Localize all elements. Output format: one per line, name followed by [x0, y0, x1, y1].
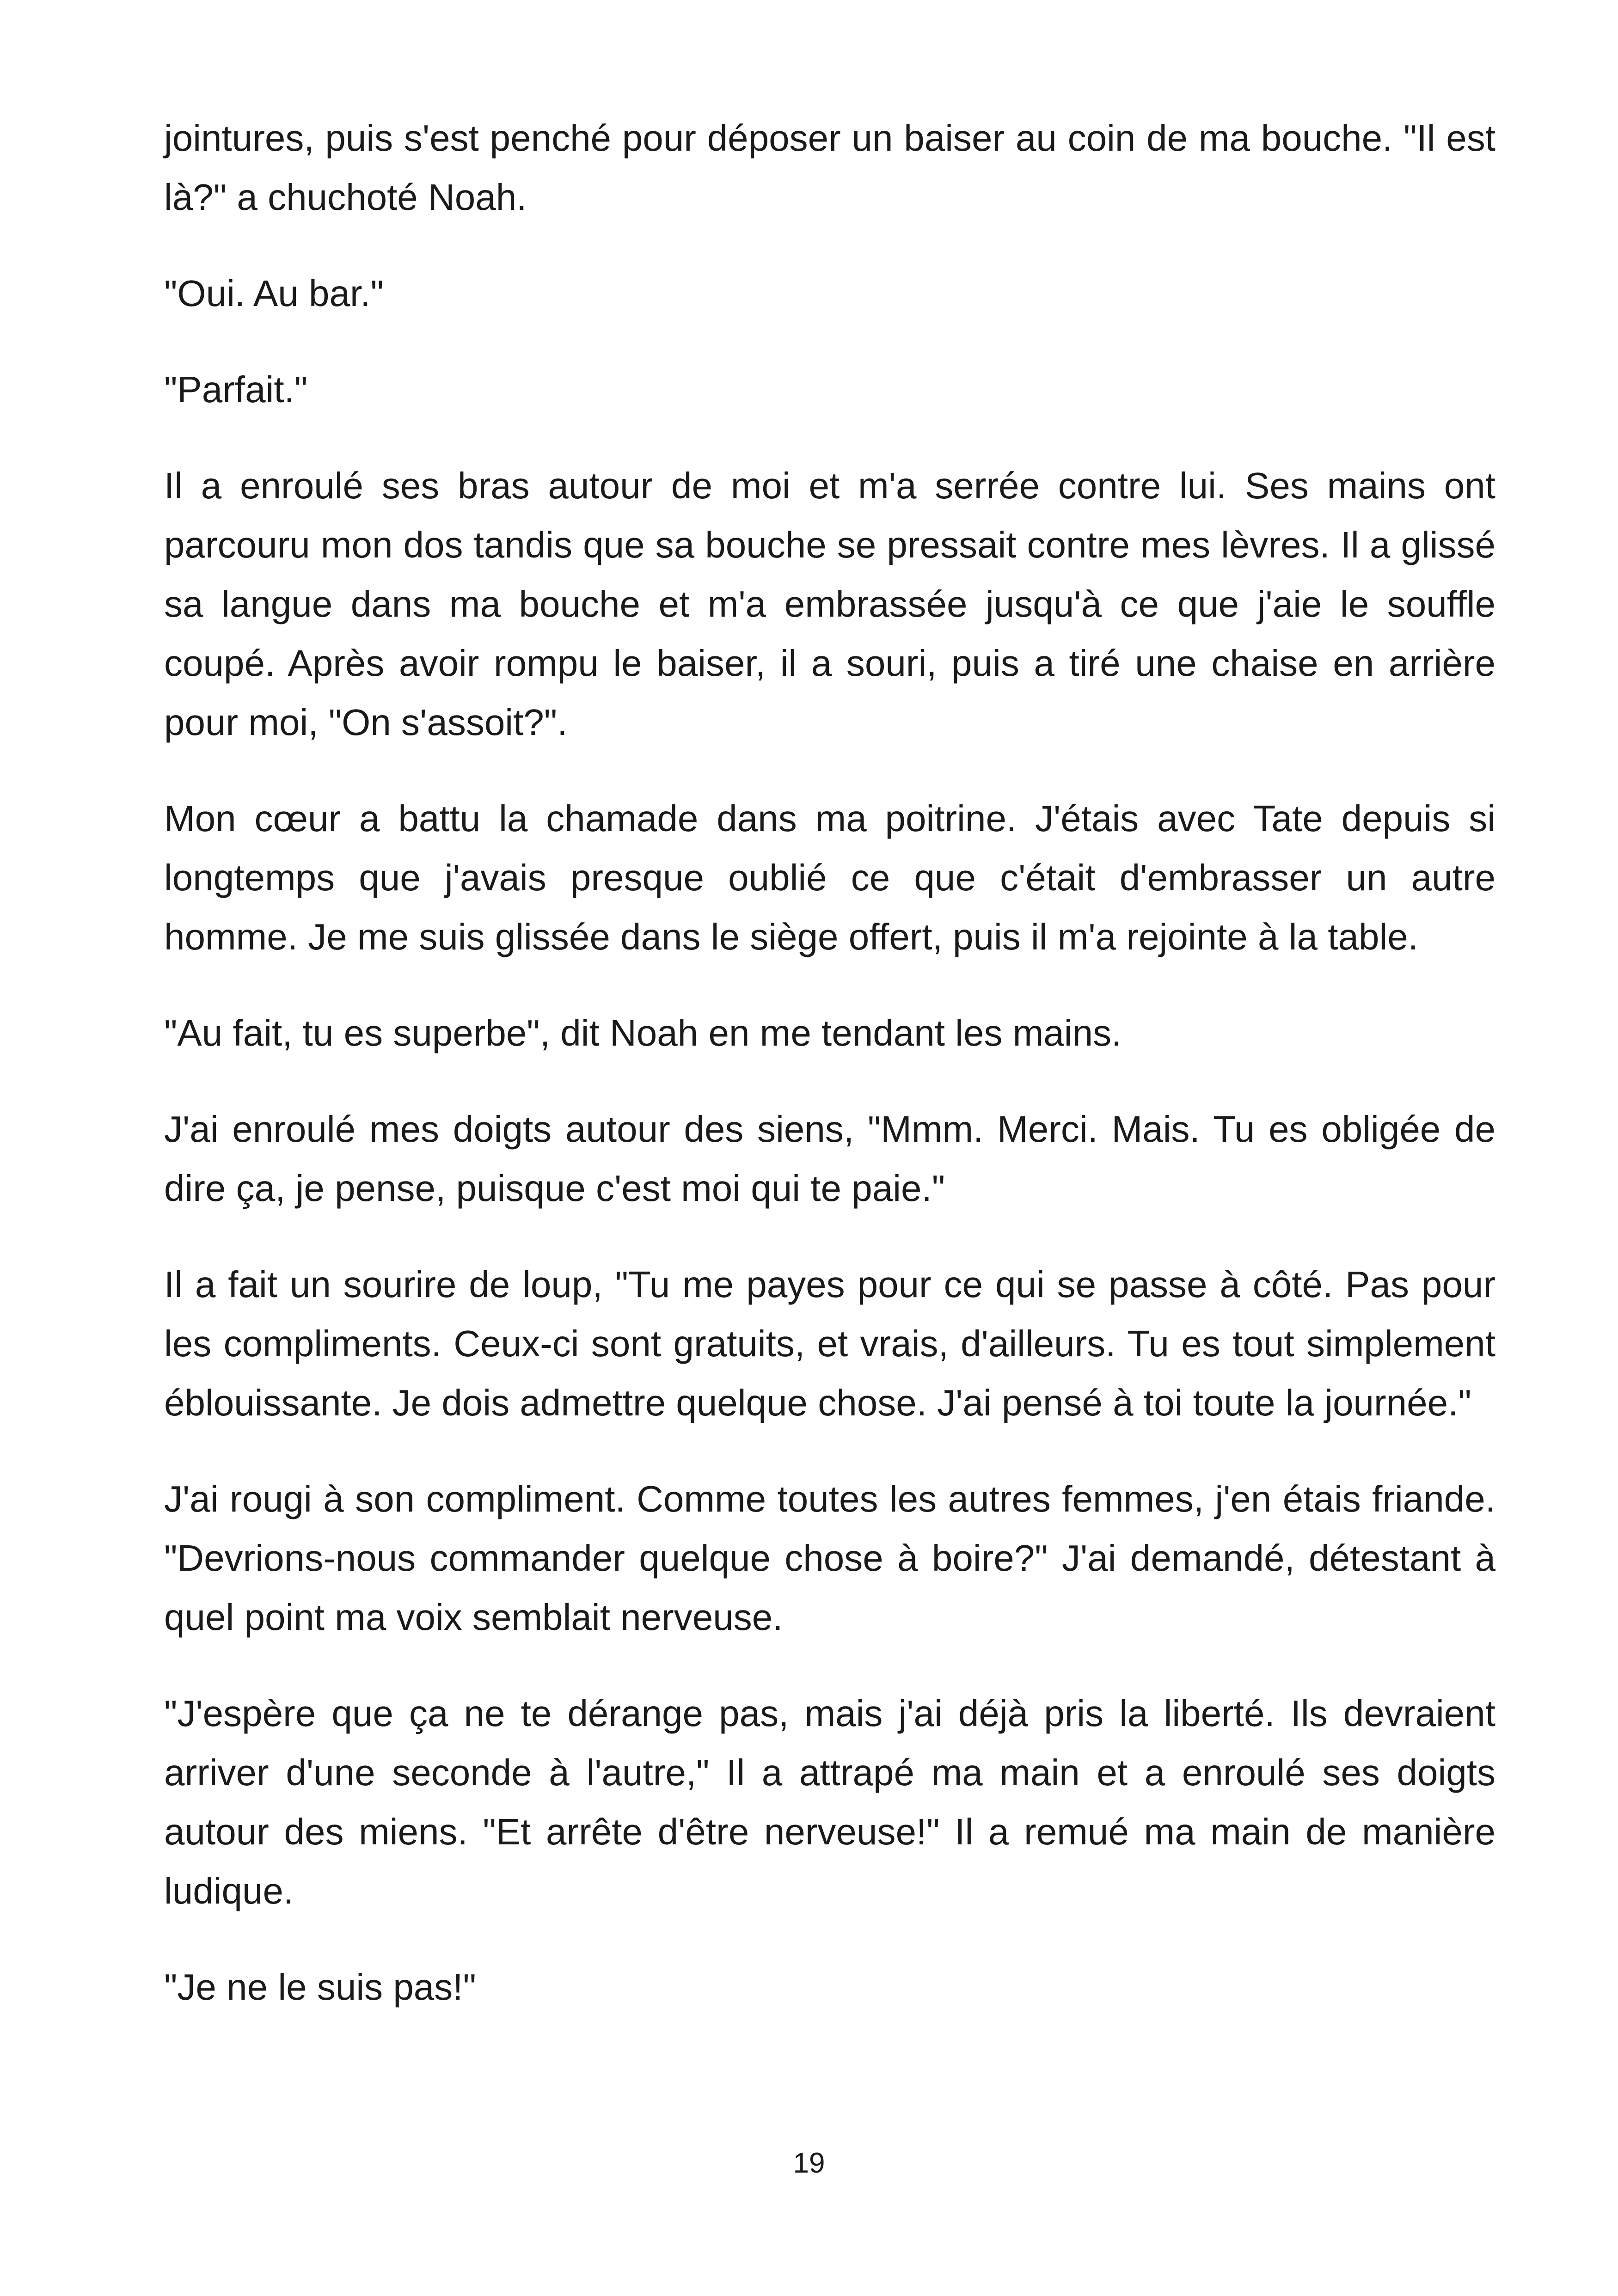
paragraph-7: J'ai enroulé mes doigts autour des siens, "Mmm. Merci. Mais. Tu es obligée de dire ça, je pense, puisque c'est moi qui te paie.": [164, 1108, 1495, 1209]
paragraph-10: "J'espère que ça ne te dérange pas, mais j'ai déjà pris la liberté. Ils devraient arriver d'une seconde à l'autre," Il a attrapé ma main et a enroulé ses doigts autour des miens. "Et arrête d'être nerveuse!" Il a remué ma main de manière ludique.: [164, 1693, 1495, 1911]
paragraph-9: J'ai rougi à son compliment. Comme toutes les autres femmes, j'en étais friande. "Devrions-nous commander quelque chose à boire?" J'ai demandé, détestant à quel point ma voix semblait nerveuse.: [164, 1478, 1495, 1638]
paragraph-11: "Je ne le suis pas!": [164, 1966, 476, 2008]
paragraph-6: "Au fait, tu es superbe", dit Noah en me tendant les mains.: [164, 1012, 1122, 1053]
paragraph-3: "Parfait.": [164, 369, 308, 410]
paragraph-5: Mon cœur a battu la chamade dans ma poitrine. J'étais avec Tate depuis si longtemps que j'avais presque oublié ce que c'était d'embrasser un autre homme. Je me suis glissée dans le siège offert, puis il m'a rejointe à la table.: [164, 798, 1495, 957]
paragraph-1: jointures, puis s'est penché pour déposer un baiser au coin de ma bouche. "Il est là?" a chuchoté Noah.: [164, 117, 1495, 218]
paragraph-8: Il a fait un sourire de loup, "Tu me payes pour ce qui se passe à côté. Pas pour les compliments. Ceux-ci sont gratuits, et vrais, d'ailleurs. Tu es tout simplement éblouissante. Je dois admettre quelque chose. J'ai pensé à toi toute la journée.": [164, 1264, 1495, 1423]
paragraph-4: Il a enroulé ses bras autour de moi et m'a serrée contre lui. Ses mains ont parcouru mon dos tandis que sa bouche se pressait contre mes lèvres. Il a glissé sa langue dans ma bouche et m'a embrassée jusqu'à ce que j'aie le souffle coupé. Après avoir rompu le baiser, il a souri, puis a tiré une chaise en arrière pour moi, "On s'assoit?".: [164, 465, 1495, 743]
paragraph-2: "Oui. Au bar.": [164, 273, 384, 314]
body-text: [164, 109, 1495, 2054]
page-number: 19: [793, 2147, 825, 2179]
